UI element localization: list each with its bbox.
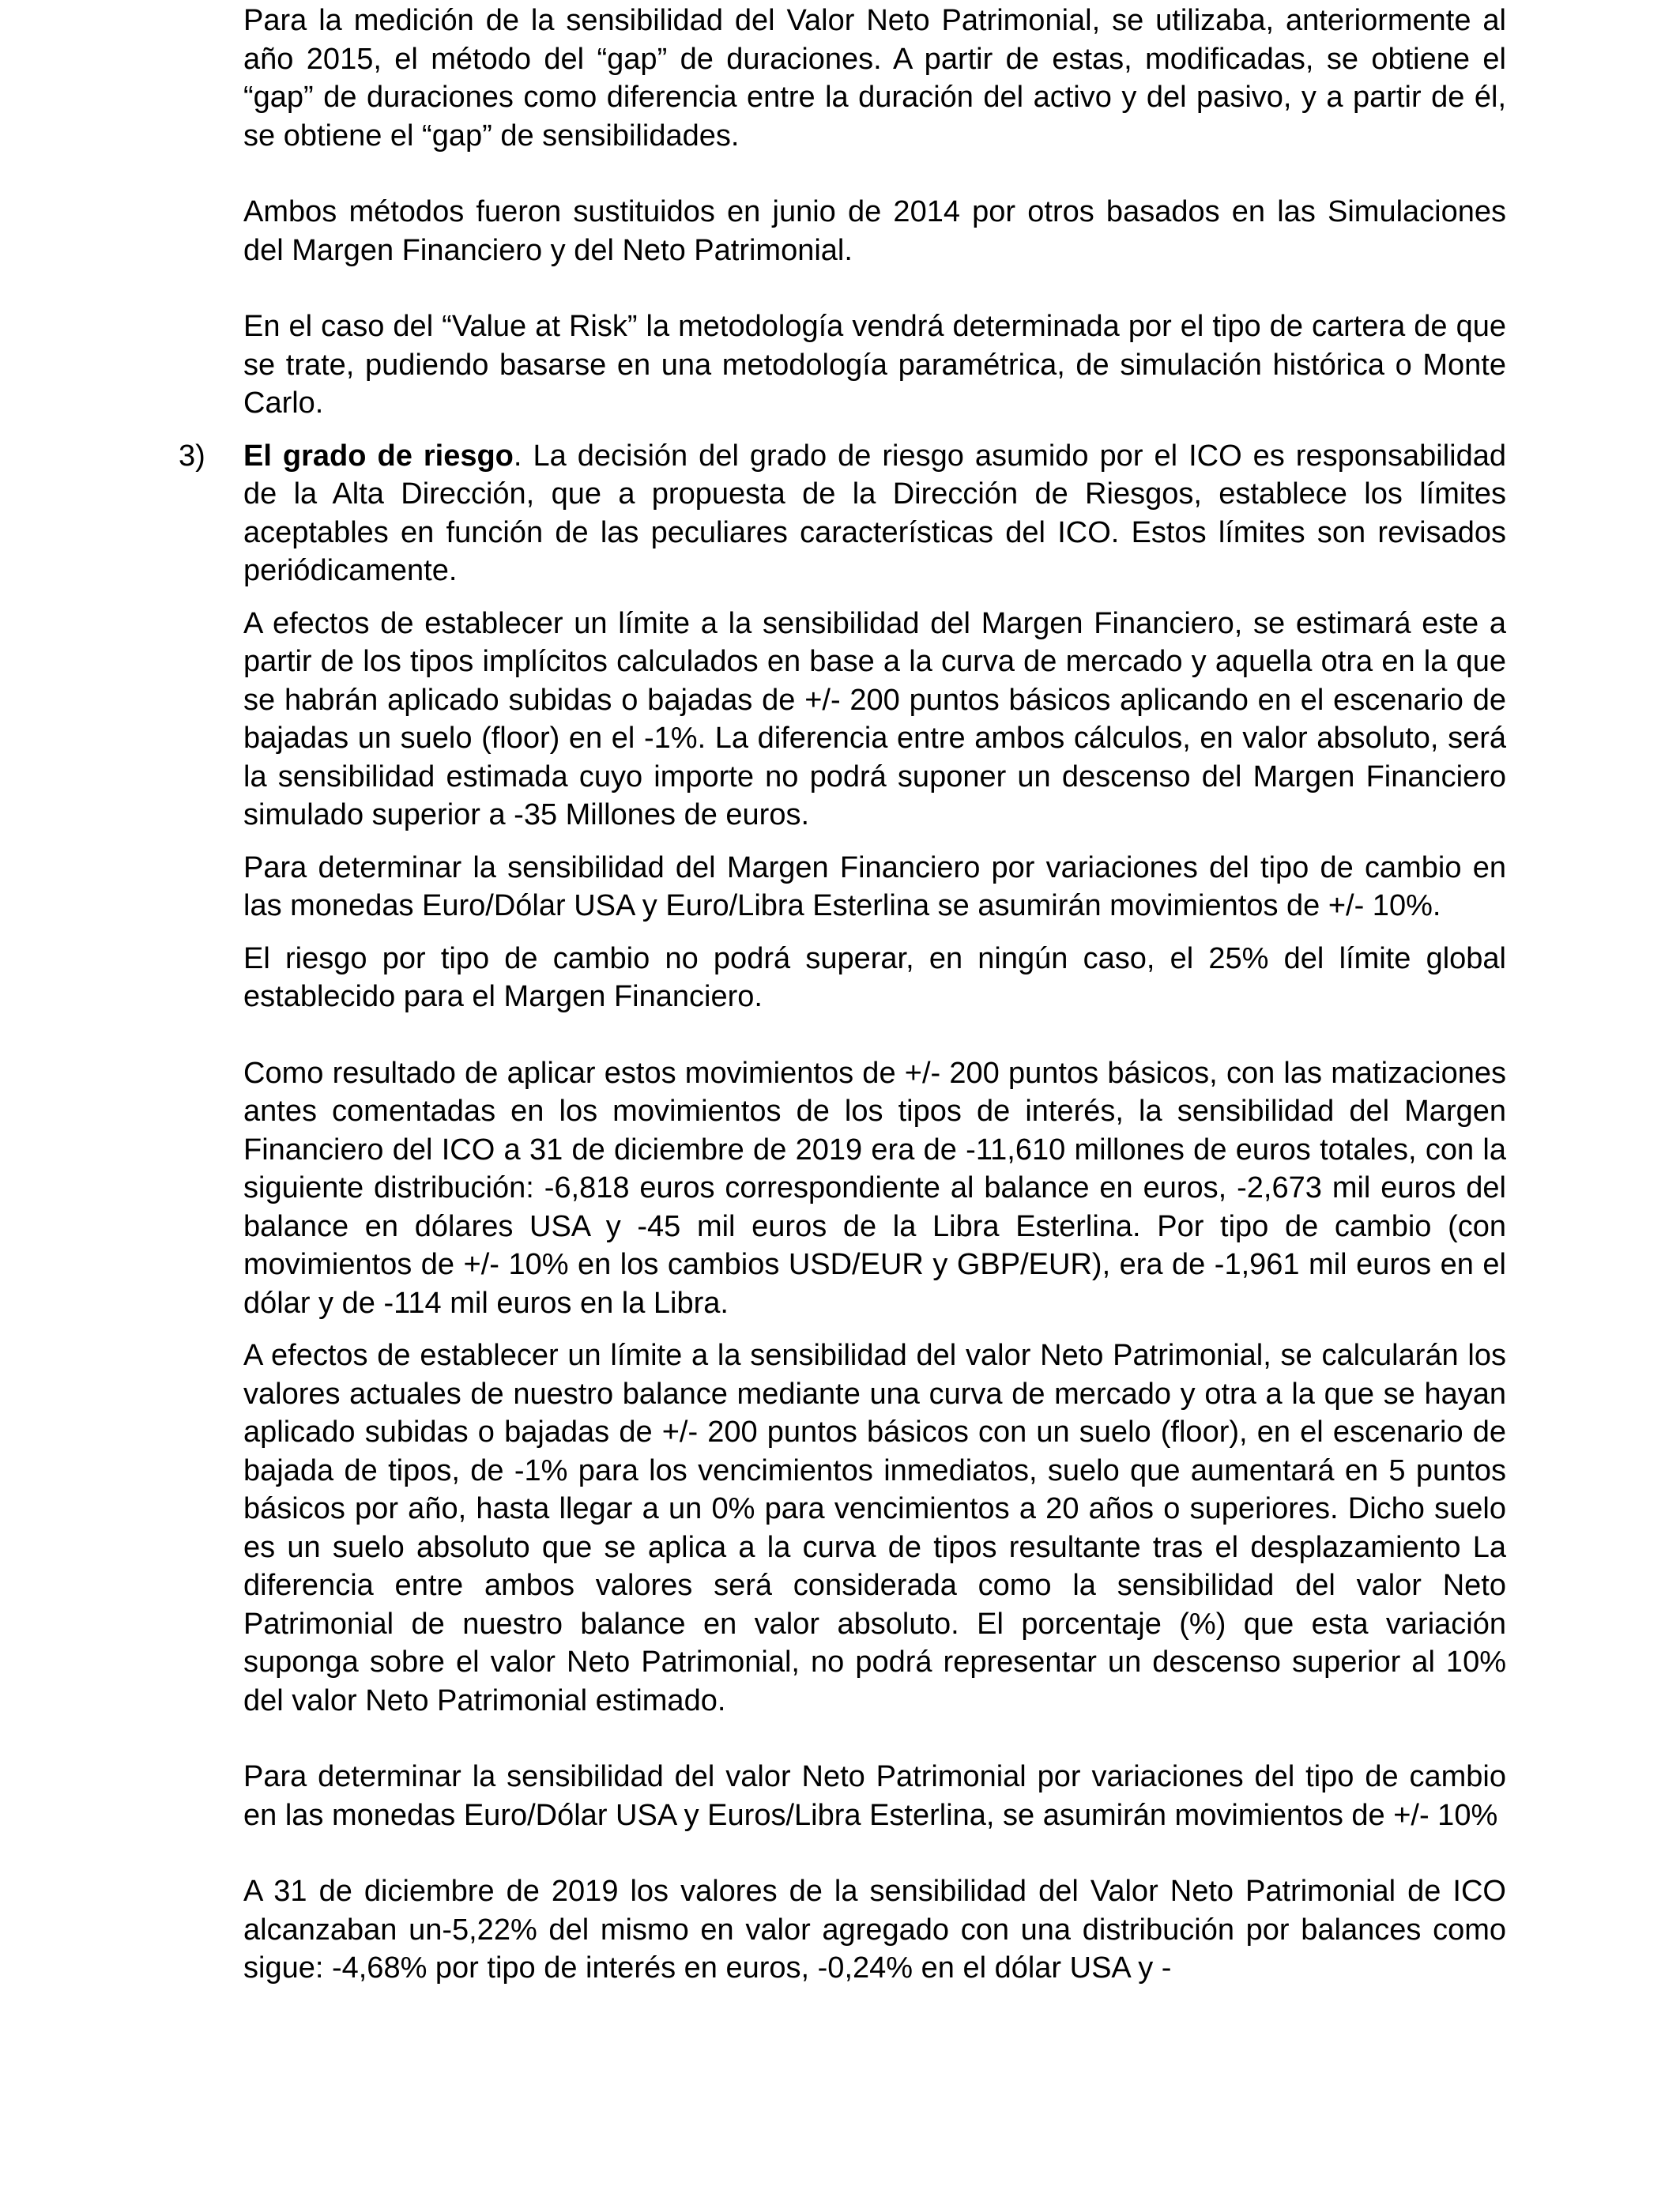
list-item-text <box>243 437 1506 590</box>
list-item-3 <box>179 437 1506 590</box>
list-item-title: El grado de riesgo <box>243 439 514 473</box>
paragraph-tipo-cambio-neto: Para determinar la sensibilidad del valor Neto Patrimonial por variaciones del tipo de cambio en las monedas Euro/Dólar USA y Euros/Libra Esterlina, se asumirán movimientos de +/- 10% <box>243 1760 1506 1832</box>
paragraph-value-at-risk: En el caso del “Value at Risk” la metodología vendrá determinada por el tipo de cartera de que se trate, pudiendo basarse en una metodología paramétrica, de simulación histórica o Monte Carlo. <box>243 310 1506 420</box>
paragraph-limite-neto: A efectos de establecer un límite a la sensibilidad del valor Neto Patrimonial, se calcularán los valores actuales de nuestro balance mediante una curva de mercado y otra a la que se hayan aplicado subidas o bajadas de +/- 200 puntos básicos con un suelo (floor), en el escenario de bajada de tipos, de -1% para los vencimientos inmediatos, suelo que aumentará en 5 puntos básicos por año, hasta llegar a un 0% para vencimientos a 20 años o superiores. Dicho suelo es un suelo absoluto que se aplica a la curva de tipos resultante tras el desplazamiento La diferencia entre ambos valores será considerada como la sensibilidad del valor Neto Patrimonial de nuestro balance en valor absoluto. El porcentaje (%) que esta variación suponga sobre el valor Neto Patrimonial, no podrá representar un descenso superior al 10% del valor Neto Patrimonial estimado. <box>243 1339 1506 1717</box>
paragraph-limite-margen: A efectos de establecer un límite a la sensibilidad del Margen Financiero, se estimará este a partir de los tipos implícitos calculados en base a la curva de mercado y aquella otra en la que se habrán aplicado subidas o bajadas de +/- 200 puntos básicos aplicando en el escenario de bajadas un suelo (floor) en el -1%. La diferencia entre ambos cálculos, en valor absoluto, será la sensibilidad estimada cuyo importe no podrá suponer un descenso del Margen Financiero simulado superior a -35 Millones de euros. <box>243 606 1506 831</box>
document-body <box>179 0 1506 1988</box>
list-item-body: . La decisión del grado de riesgo asumido por el ICO es responsabilidad de la Alta Dirección, que a propuesta de la Dirección de Riesgos, establece los límites aceptables en función de las peculiares características del ICO. Estos límites son revisados periódicamente. <box>243 439 1506 587</box>
paragraph-gap-duraciones: Para la medición de la sensibilidad del Valor Neto Patrimonial, se utilizaba, anteriormente al año 2015, el método del “gap” de duraciones. A partir de estas, modificadas, se obtiene el “gap” de duraciones como diferencia entre la duración del activo y del pasivo, y a partir de él, se obtiene el “gap” de sensibilidades. <box>243 4 1506 153</box>
paragraph-tipo-cambio-margen: Para determinar la sensibilidad del Margen Financiero por variaciones del tipo de cambio en las monedas Euro/Dólar USA y Euro/Libra Esterlina se asumirán movimientos de +/- 10%. <box>243 850 1506 922</box>
paragraph-riesgo-tipo-cambio: El riesgo por tipo de cambio no podrá superar, en ningún caso, el 25% del límite global establecido para el Margen Financiero. <box>243 941 1506 1013</box>
paragraph-resultado-2019: Como resultado de aplicar estos movimientos de +/- 200 puntos básicos, con las matizaciones antes comentadas en los movimientos de los tipos de interés, la sensibilidad del Margen Financiero del ICO a 31 de diciembre de 2019 era de -11,610 millones de euros totales, con la siguiente distribución: -6,818 euros correspondiente al balance en euros, -2,673 mil euros del balance en dólares USA y -45 mil euros de la Libra Esterlina. Por tipo de cambio (con movimientos de +/- 10% en los cambios USD/EUR y GBP/EUR), era de -1,961 mil euros en el dólar y de -114 mil euros en la Libra. <box>243 1056 1506 1320</box>
list-item-number: 3) <box>179 439 205 473</box>
paragraph-metodos-sustituidos: Ambos métodos fueron sustituidos en junio de 2014 por otros basados en las Simulaciones del Margen Financiero y del Neto Patrimonial. <box>243 195 1506 267</box>
paragraph-sensibilidad-2019: A 31 de diciembre de 2019 los valores de la sensibilidad del Valor Neto Patrimonial de ICO alcanzaban un-5,22% del mismo en valor agregado con una distribución por balances como sigue: -4,68% por tipo de interés en euros, -0,24% en el dólar USA y - <box>243 1875 1506 1985</box>
